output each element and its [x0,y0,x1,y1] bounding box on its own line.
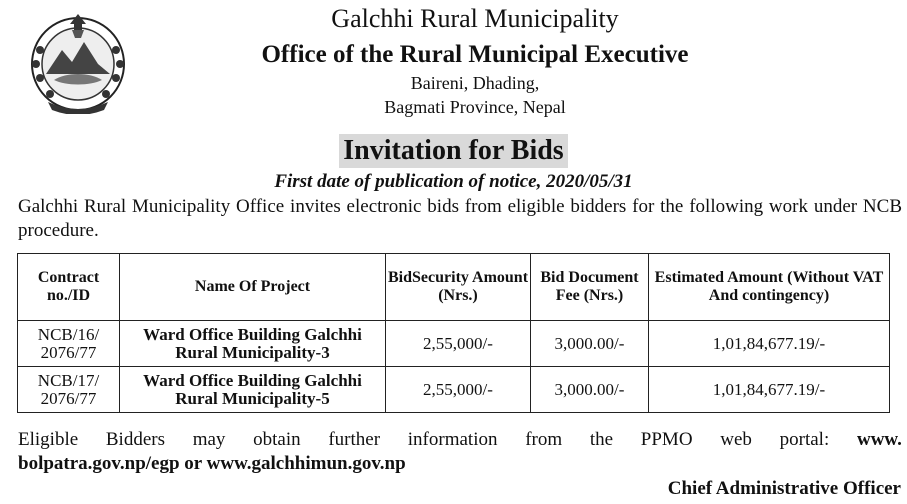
cell-bid-security: 2,55,000/- [386,367,531,413]
office-name: Office of the Rural Municipal Executive [261,41,689,68]
table-row [18,321,890,367]
signatory: Chief Administrative Officer [667,478,901,499]
outro-word: information [407,429,498,450]
cell-project-name: Ward Office Building Galchhi Rural Municipality-3 [120,321,386,367]
nepal-emblem-icon [24,10,132,114]
cell-estimated-amount: 1,01,84,677.19/- [649,321,890,367]
outro-word: Bidders [105,429,165,450]
table-header-row [18,254,890,321]
intro-paragraph: Galchhi Rural Municipality Office invites electronic bids from eligible bidders for the following work under NCB procedure. [18,196,902,241]
header-contract: Contract no./ID [18,254,120,321]
cell-contract-id: NCB/16/ 2076/77 [18,321,120,367]
cell-contract-id: NCB/17/ 2076/77 [18,367,120,413]
header-document-fee: Bid Document Fee (Nrs.) [531,254,649,321]
portal-link-start[interactable]: www. [856,429,902,450]
header-estimated-amount: Estimated Amount (Without VAT And contingency) [649,254,890,321]
outro-word: obtain [253,429,301,450]
outro-word: PPMO [640,429,693,450]
title-wrap [0,134,907,168]
cell-estimated-amount: 1,01,84,677.19/- [649,367,890,413]
header-bid-security: BidSecurity Amount (Nrs.) [386,254,531,321]
outro-word: the [589,429,614,450]
table-row [18,367,890,413]
publication-date: First date of publication of notice, 2020/05/31 [274,171,633,192]
outro-word: web [720,429,752,450]
outro-word: may [192,429,226,450]
outro-word: from [525,429,563,450]
outro-word: Eligible [18,429,79,450]
outro-paragraph [18,428,902,476]
outro-word: portal: [779,429,830,450]
outro-line-2[interactable]: bolpatra.gov.np/egp or www.galchhimun.gov.np [18,453,406,474]
outro-line-1 [18,428,902,452]
cell-document-fee: 3,000.00/- [531,367,649,413]
cell-document-fee: 3,000.00/- [531,321,649,367]
municipality-name: Galchhi Rural Municipality [331,4,619,33]
cell-bid-security: 2,55,000/- [386,321,531,367]
cell-project-name: Ward Office Building Galchhi Rural Municipality-5 [120,367,386,413]
address-line-1: Baireni, Dhading, [410,73,540,93]
notice-title: Invitation for Bids [339,134,567,168]
header-project: Name Of Project [120,254,386,321]
outro-word: further [328,429,381,450]
bids-table [17,253,890,413]
address-line-2: Bagmati Province, Nepal [384,97,566,117]
